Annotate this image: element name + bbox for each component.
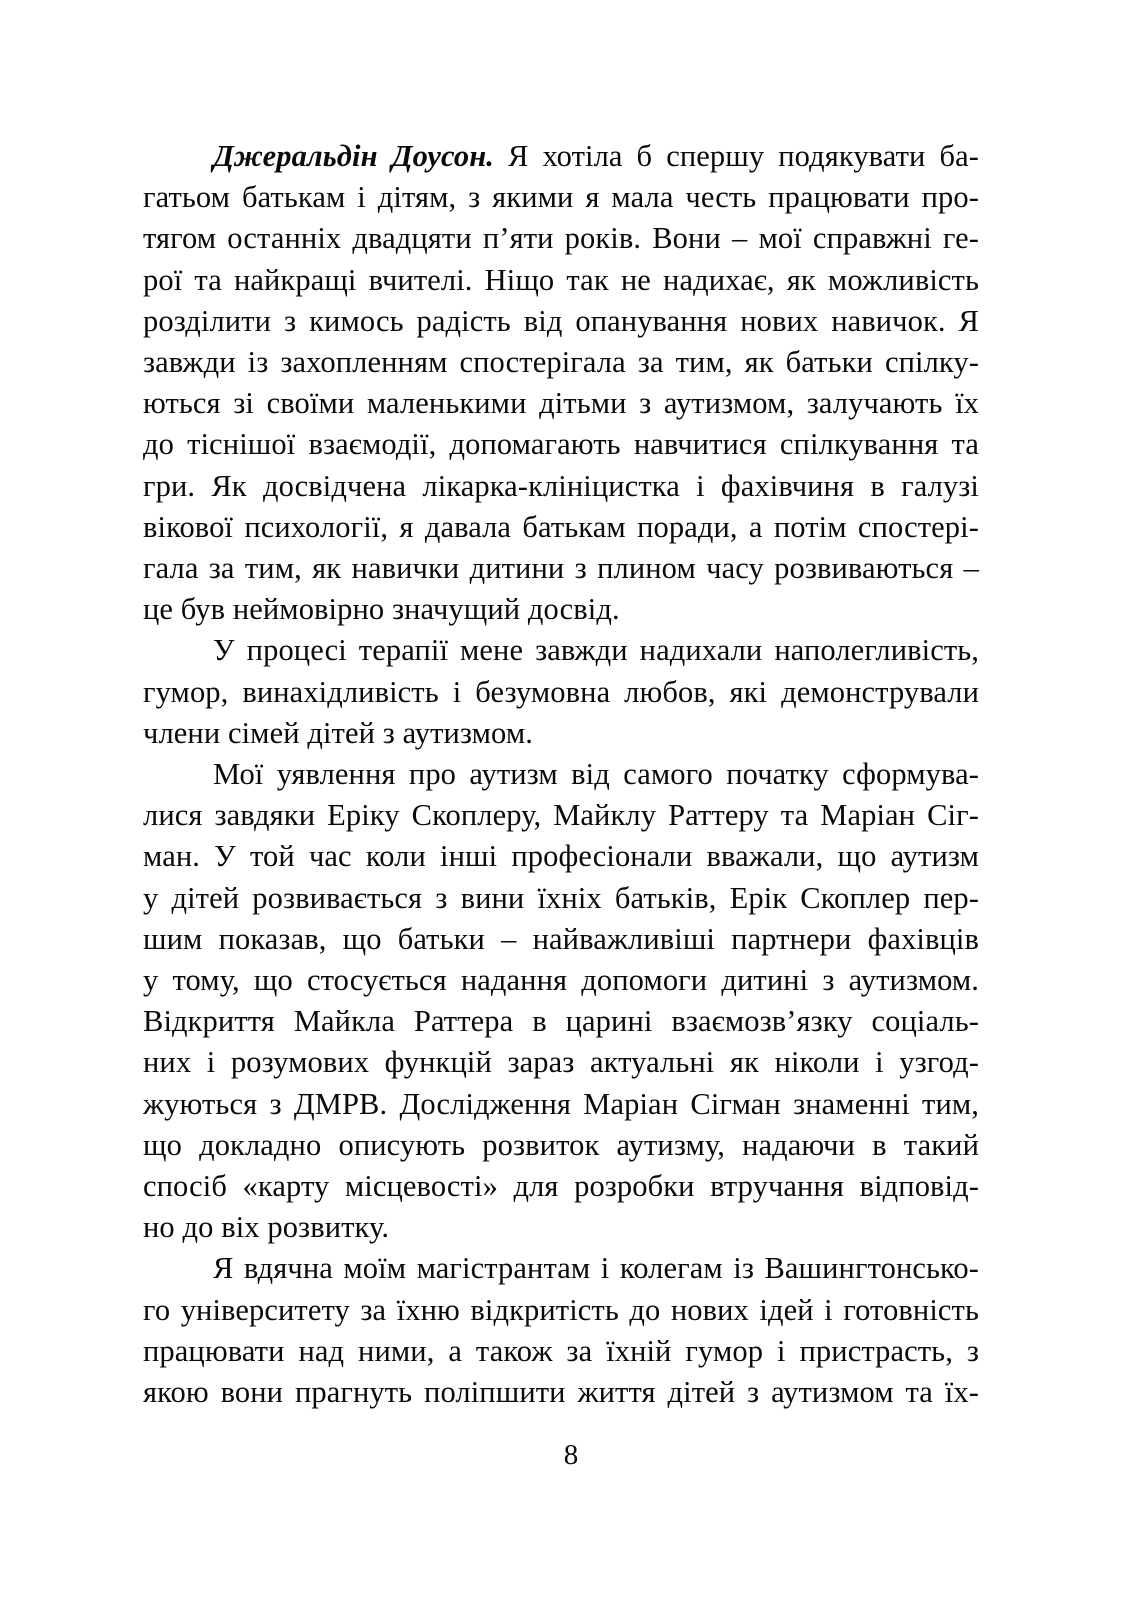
text-line: це був неймовірно значущий досвід. <box>143 592 620 627</box>
text-line: ман. У той час коли інші професіонали вважали, що аутизм <box>143 839 979 874</box>
text-line: Мої уявлення про аутизм від самого початку сформува- <box>213 757 979 792</box>
page-text-block <box>143 136 979 1413</box>
text-line: Відкриття Майкла Раттера в царині взаємозв’язку соціаль- <box>143 1004 979 1039</box>
text-line: шим показав, що батьки – найважливіші партнери фахівців <box>143 921 979 956</box>
text-line: що докладно описують розвиток аутизму, надаючи в такий <box>143 1127 979 1162</box>
text-line: члени сімей дітей з аутизмом. <box>143 715 533 750</box>
text-line: ються зі своїми маленькими дітьми з аутизмом, залучають їх <box>143 386 979 421</box>
text-line: лися завдяки Еріку Скоплеру, Майклу Раттеру та Маріан Сіг- <box>143 798 979 833</box>
text-line: завжди із захопленням спостерігала за тим, як батьки спілку- <box>143 345 979 380</box>
text-line: тягом останніх двадцяти п’яти років. Вони – мої справжні ге- <box>143 221 979 256</box>
paragraph <box>143 630 979 754</box>
text-line: го університету за їхню відкритість до нових ідей і готовність <box>143 1292 979 1327</box>
text-line-content: Я хотіла б спершу подякувати ба- <box>493 139 980 173</box>
text-line: спосіб «карту місцевості» для розробки втручання відповід- <box>143 1169 979 1204</box>
text-line: У процесі терапії мене завжди надихали наполегливість, <box>213 633 979 668</box>
text-line: но до віх розвитку. <box>143 1210 390 1245</box>
text-line: гри. Як досвідчена лікарка-клініцистка і фахівчиня в галузі <box>143 468 979 503</box>
text-line: розділити з кимось радість від опанування нових навичок. Я <box>143 303 979 338</box>
text-line: до тіснішої взаємодії, допомагають навчитися спілкування та <box>143 427 979 462</box>
text-line: гала за тим, як навички дитини з плином часу розвиваються – <box>143 551 979 586</box>
text-line: гатьом батькам і дітям, з якими я мала честь працювати про- <box>143 180 979 215</box>
paragraph <box>143 1248 979 1413</box>
text-line: Я вдячна моїм магістрантам і колегам із Вашингтонсько- <box>213 1251 979 1286</box>
text-line: рої та найкращі вчителі. Ніщо так не надихає, як можливість <box>143 262 979 297</box>
text-line: вікової психології, я давала батькам поради, а потім спостері- <box>143 509 979 544</box>
paragraph <box>143 754 979 1248</box>
text-line: у тому, що стосується надання допомоги дитині з аутизмом. <box>143 963 979 998</box>
text-line: працювати над ними, а також за їхній гумор і пристрасть, з <box>143 1333 979 1368</box>
text-line: гумор, винахідливість і безумовна любов, які демонстрували <box>143 674 979 709</box>
text-line: якою вони прагнуть поліпшити життя дітей з аутизмом та їх- <box>143 1375 979 1410</box>
text-line: них і розумових функцій зараз актуальні як ніколи і узгод- <box>143 1045 979 1080</box>
text-line: жуються з ДМРВ. Дослідження Маріан Сігман знаменні тим, <box>143 1086 979 1121</box>
paragraph <box>143 136 979 630</box>
text-line <box>143 136 979 177</box>
text-line: у дітей розвивається з вини їхніх батьків, Ерік Скоплер пер- <box>143 880 979 915</box>
speaker-label: Джеральдін Доусон. <box>213 139 494 173</box>
page-number: 8 <box>563 1439 579 1471</box>
